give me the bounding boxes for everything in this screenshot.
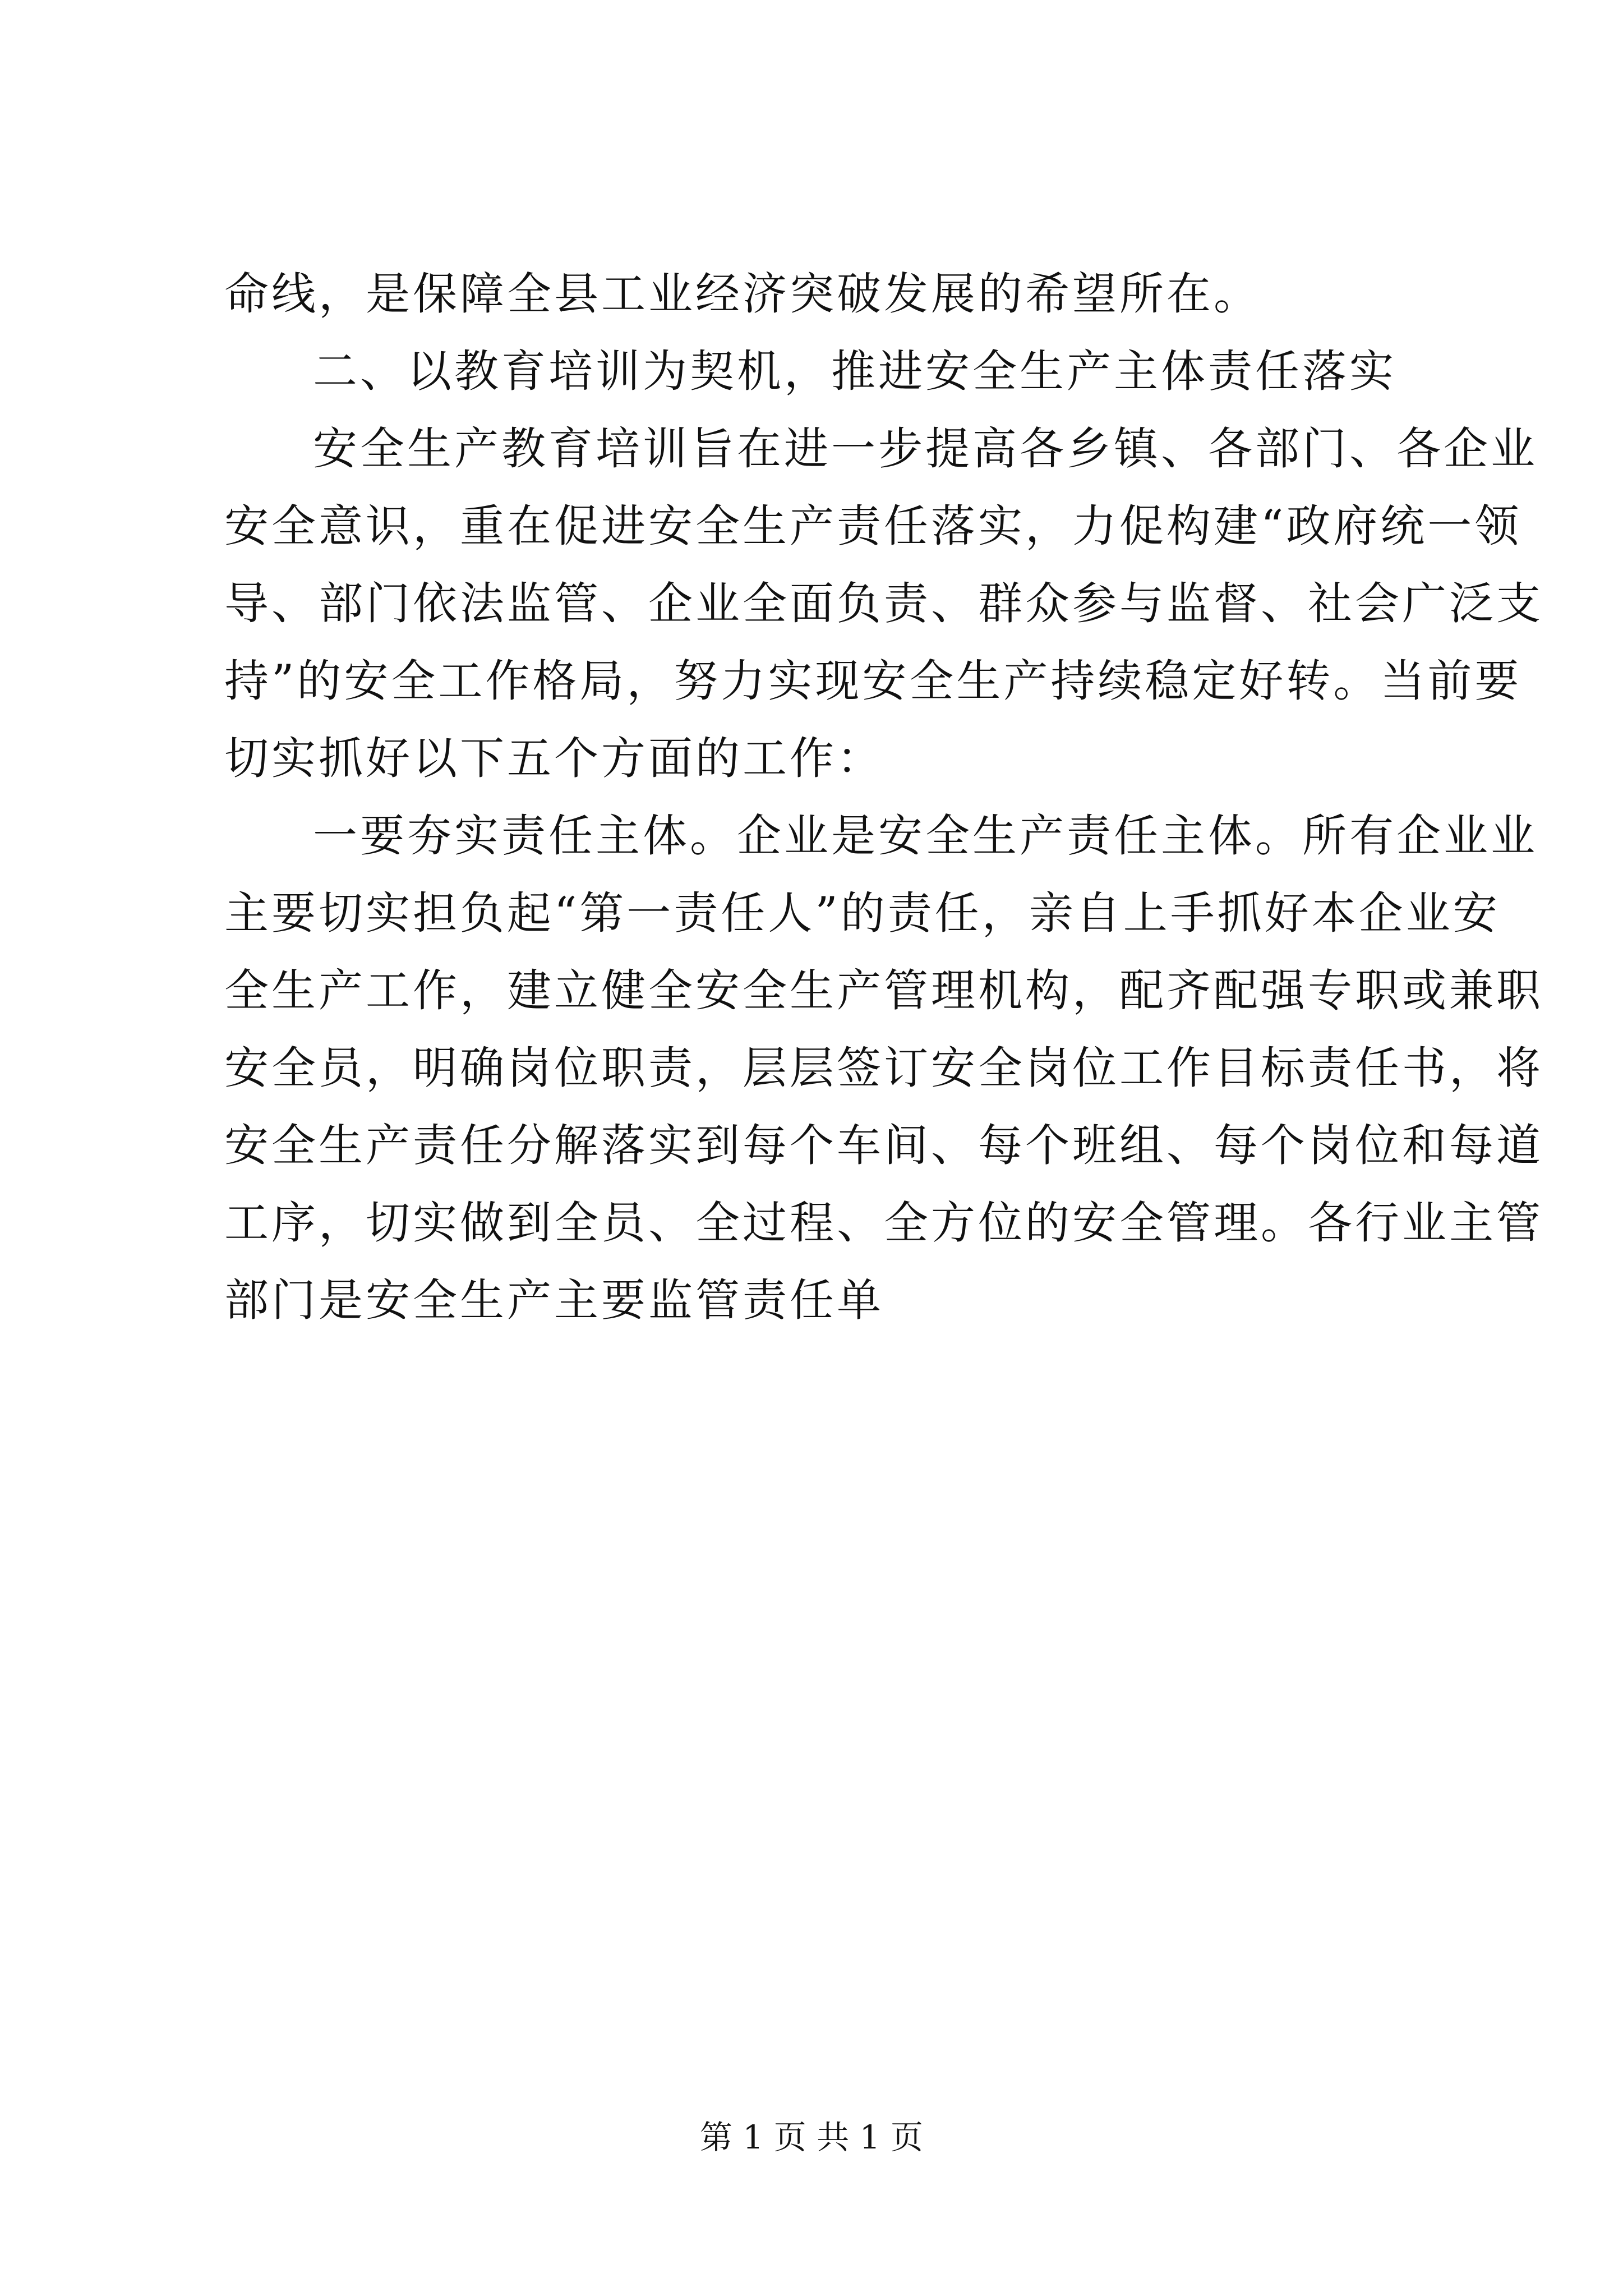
text-line-12: 安全生产责任分解落实到每个车间、每个班组、每个岗位和每道 [224, 1120, 1543, 1171]
text-line-9: 主要切实担负起“第一责任人”的责任，亲自上手抓好本企业安 [224, 887, 1500, 939]
text-line-11: 安全员，明确岗位职责，层层签订安全岗位工作目标责任书，将 [224, 1042, 1543, 1094]
text-line-3: 安全生产教育培训旨在进一步提高各乡镇、各部门、各企业 [313, 423, 1538, 475]
text-line-4: 安全意识，重在促进安全生产责任落实，力促构建“政府统一领 [224, 500, 1522, 552]
page-footer: 第 1 页 共 1 页 [700, 2118, 923, 2156]
text-line-7: 切实抓好以下五个方面的工作： [224, 733, 884, 784]
document-body [224, 255, 1543, 1339]
text-line-5: 导、部门依法监管、企业全面负责、群众参与监督、社会广泛支 [224, 578, 1543, 629]
text-line-13: 工序，切实做到全员、全过程、全方位的安全管理。各行业主管 [224, 1197, 1543, 1249]
text-line-8: 一要夯实责任主体。企业是安全生产责任主体。所有企业业 [313, 810, 1538, 862]
section-heading: 二、以教育培训为契机，推进安全生产主体责任落实 [313, 346, 1396, 397]
text-line-6: 持”的安全工作格局，努力实现安全生产持续稳定好转。当前要 [224, 655, 1522, 707]
text-line-14: 部门是安全生产主要监管责任单 [224, 1274, 884, 1326]
text-line-10: 全生产工作，建立健全安全生产管理机构，配齐配强专职或兼职 [224, 965, 1543, 1016]
text-line-1: 命线，是保障全县工业经济突破发展的希望所在。 [224, 268, 1261, 320]
